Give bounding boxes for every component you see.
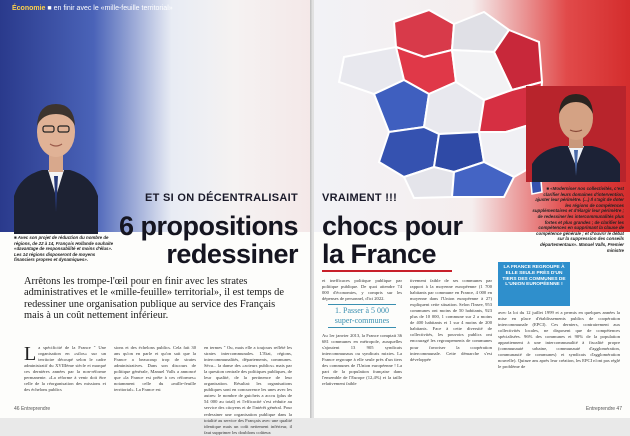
valls-photo <box>526 86 626 182</box>
hollande-photo <box>10 84 102 234</box>
hollande-caption: ■ Avec son projet de réduction du nombre de régions, de 22 à 14, François Hollande souhaite «davantage de responsabilité et moins d'élus». Les 14 régions disposeront de moyens financiers propres et dynamiques». <box>14 235 114 263</box>
drop-cap: L <box>24 343 37 365</box>
section-header <box>12 5 173 12</box>
valls-caption: ■ «Moderniser nos collectivités, c'est clarifier leurs domaines d'intervention, ajuster leur périmètre. (...) Il s'agit de doter les régions de compétences supplémentaires et d'élargir leur périmètre ; de redessiner les intercommunalités plus fortes et plus grandes ; de clarifier les compétences en supprimant la clause de compétence générale ; et d'ouvrir le débat sur la suppression des conseils départementaux». Manuel Valls, Premier ministre <box>532 186 624 253</box>
page-folio-left: 46 Entreprendre <box>14 406 51 412</box>
pullquote-line-2: super-communes <box>334 315 390 325</box>
title-line-1: 6 propositions <box>118 211 298 241</box>
pullquote-line-1: 1. Passer à 5 000 <box>335 306 389 315</box>
pullquote-rule-top <box>328 304 396 305</box>
body-column-5: tivement faible de ses communes par rapport à la moyenne européenne (1 700 habitants par commune en France, 4 000 en moyenne dans l'Union européenne à 27) expliquent cette situation. Selon l'Insee, 953 communes ont moins de 50 habitants, 923 plus de 10 000, 1 commune sur 2 a moins de 400 habitants et 1 sur 4 moins de 200 habitants. Face à cette diversité de collectivités, les pouvoirs publics ont encouragé les regroupements de communes pour favoriser la coopération intercommunale. Cette démarche s'est développée <box>410 278 492 362</box>
article-lede: Arrêtons les trompe-l'œil pour en finir avec les strates administratives et le «mille-feuille» territorial», il est temps de redessiner une organisation publique au service des Français mais à un coût nettement inférieur. <box>24 276 284 322</box>
article-title-right <box>322 212 463 268</box>
article-kicker-left: ET SI ON DÉCENTRALISAIT <box>145 192 298 204</box>
pullquote-rule-bottom <box>328 327 396 328</box>
title-line-2: redessiner <box>166 239 298 269</box>
title-line-3: chocs pour <box>322 211 463 241</box>
left-page <box>0 0 312 435</box>
title-line-4: la France <box>322 239 437 269</box>
highlight-box: LA FRANCE REGROUPE À ELLE SEULE PRÈS D'UN TIERS DES COMMUNES DE L'UNION EUROPÉENNE ! <box>498 262 570 306</box>
body-column-4: et inefficaces politique publique par politique publique. De quoi attendre 74 000 d'économies, y compris sur les dépenses de personnel, d'ici 2022. <box>322 278 402 302</box>
body-column-6: avec la loi du 12 juillet 1999 et a permis en quelques années la mise en place d'établissements publics de coopération intercommunale (EPCI). Ces derniers, contrairement aux collectivités locales, ne disposent que de compétences spécialisées. 96% des communes et 90% de la population appartiennent à une intercommunalité à fiscalité propre (communauté urbaine, communauté d'agglomération, communauté de communes) et syndicats d'agglomération nouvelle). Quinze ans après leur création, les EPCI n'ont pas réglé le problème de <box>498 310 620 370</box>
article-title-left <box>119 212 298 268</box>
right-page <box>314 0 630 418</box>
article-kicker-right: VRAIMENT !!! <box>322 192 398 204</box>
body-column-1-text: a spécificité de la France " Une organisation en «silos» sur un territoire découpé selon le cadre administratif du XVIIIème siècle et marqué ces dernières années par la non-réforme permanente. «La réforme à venir doit être celle de la réorganisation des missions et des échelons publics <box>24 345 106 393</box>
section-name: Économie <box>12 5 46 12</box>
pullquote <box>322 306 402 325</box>
body-column-2: sions et des échelons publics. Cela fait 30 ans qu'on en parle et qu'on sait que la France a beaucoup trop de strates administratives. Dans son discours de politique générale, Manuel Valls a annoncé que «la France est prête à ces réformes» notamment celle du «mille-feuille territorial». La France est <box>114 345 196 393</box>
title-underline <box>322 270 452 272</box>
body-column-4b: Au 1er janvier 2013, la France comptait 36 681 communes en métropole, auxquelles s'ajoutent 13 905 syndicats intercommunaux ou syndicats mixtes. La France regroupe à elle seule près d'un tiers des communes de l'Union européenne ! La part de la population française dans l'ensemble de l'Europe (12,4%) et la taille relativement faible <box>322 333 402 387</box>
body-column-1 <box>24 345 106 393</box>
section-bullet: ■ <box>47 5 52 12</box>
body-column-3: en termes " Ou, mais elle a toujours reflété les strates intercommunales. L'Etat, régions, intercommunalités, départements, communes. Sécu... la danse des «acteurs publics» mais par la question centrale des politiques publiques, de leur qualité, de la pertinence de leur organisation. Résultat: les organisations publiques sont en concurrence les unes avec les autres: le nombre de guichets a accru (plus de 54 000 au total) et l'efficacité s'est réduite au service des citoyens et de l'intérêt général. Pour redessiner une organisation publique dans la totalité au service des Français avec une qualité identique mais un coût nettement inférieur, il faut supprimer les doublons coûteux <box>204 345 292 435</box>
page-folio-right: Entreprendre 47 <box>585 406 622 412</box>
section-topic: en finir avec le «mille-feuille territorial» <box>53 5 173 12</box>
france-regions-map <box>334 2 554 202</box>
